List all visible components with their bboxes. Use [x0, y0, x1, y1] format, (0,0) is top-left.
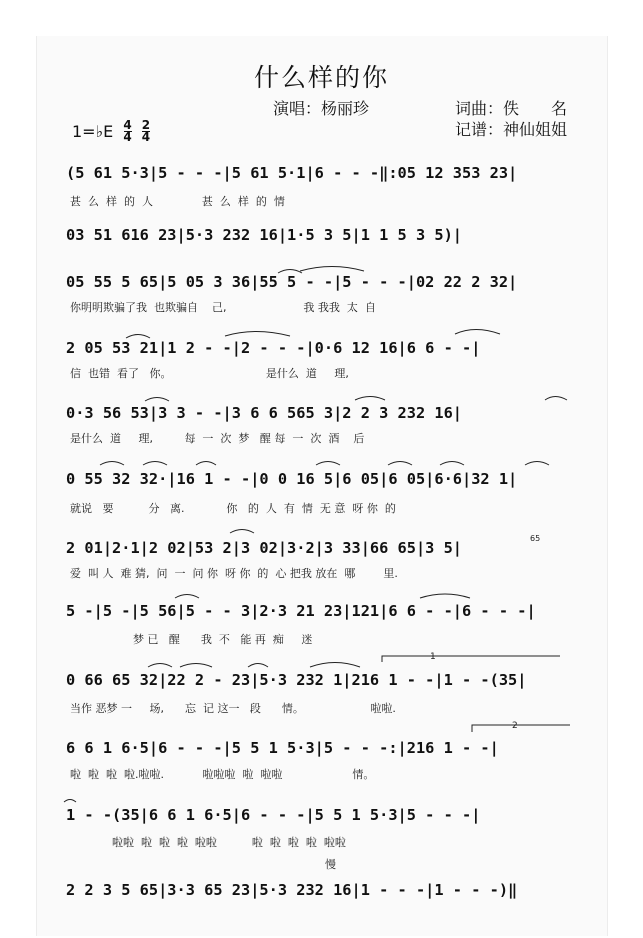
- time-sig-bottom: 4: [141, 130, 151, 144]
- lyric-line-4: 信 也错 看了 你。 是什么 道 理,: [70, 367, 349, 380]
- notation-line-7: 2 01|2·1|2 02|53 2|3 02|3·2|3 33|66 65|3 5|: [66, 539, 463, 557]
- lyric-line-3: 你明明欺骗了我 也欺骗自 己, 我 我我 太 自: [70, 301, 376, 314]
- time-signature-4-4: [123, 120, 131, 143]
- notation-line-5: 0·3 56 53|3 3 - -|3 6 6 565 3|2 2 3 232 16|: [66, 404, 463, 422]
- lyric-line-5: 是什么 道 理, 每 一 次 梦 醒 每 一 次 酒 后: [70, 432, 365, 445]
- lyric-line-10: 啦 啦 啦 啦.啦啦. 啦啦啦 啦 啦啦 情。: [70, 768, 375, 781]
- time-signature-2-4: [142, 120, 150, 143]
- grace-note: 65: [530, 534, 541, 543]
- composer-credit: 词曲：佚 名: [455, 99, 568, 118]
- time-sig-top: 2: [141, 118, 151, 132]
- key-signature: 1=♭E: [72, 122, 114, 141]
- notation-line-2: 03 51 616 23|5·3 232 16|1·5 3 5|1 1 5 3 5)|: [66, 226, 463, 244]
- notation-line-9: 0 66 65 32|22 2 - 23|5·3 232 1|216 1 - -|1 - -(35|: [66, 671, 527, 689]
- lyric-line-7: 爱 叫 人 难 猜, 问 一 问 你 呀 你 的 心 把我 放在 哪 里.: [70, 567, 398, 580]
- notation-line-10: 6 6 1 6·5|6 - - -|5 5 1 5·3|5 - - -:|216 1 - -|: [66, 739, 499, 757]
- transcriber-credit: 记谱：神仙姐姐: [455, 120, 568, 139]
- slow-marking: 慢: [325, 858, 336, 871]
- notation-line-4: 2 05 53 21|1 2 - -|2 - - -|0·6 12 16|6 6 - -|: [66, 339, 481, 357]
- volta-2-label: 2: [512, 721, 518, 731]
- lyric-line-9: 当作 恶梦 一 场, 忘 记 这一 段 情。 啦啦.: [70, 702, 396, 715]
- time-sig-bottom: 4: [123, 130, 132, 144]
- lyric-line-1: 甚 么 样 的 人 甚 么 样 的 情: [70, 195, 285, 208]
- notation-line-3: 05 55 5 65|5 05 3 36|55 5 - -|5 - - -|02 22 2 32|: [66, 273, 518, 291]
- notation-line-6: 0 55 32 32·|16 1 - -|0 0 16 5|6 05|6 05|6·6|32 1|: [66, 470, 518, 488]
- song-title: 什么样的你: [253, 63, 389, 92]
- singer-credit: 演唱：杨丽珍: [273, 99, 370, 118]
- key-and-time-signature: [72, 120, 150, 143]
- notation-line-11: 1 - -(35|6 6 1 6·5|6 - - -|5 5 1 5·3|5 - - -|: [66, 806, 481, 824]
- lyric-line-6: 就说 要 分 离. 你 的 人 有 情 无 意 呀 你 的: [70, 502, 396, 515]
- notation-line-1: (5 61 5·3|5 - - -|5 61 5·1|6 - - -‖:05 12 353 23|: [66, 164, 518, 182]
- notation-line-8: 5 -|5 -|5 56|5 - - 3|2·3 21 23|121|6 6 - -|6 - - -|: [66, 602, 536, 620]
- lyric-line-11: 啦啦 啦 啦 啦 啦啦 啦 啦 啦 啦 啦啦: [70, 836, 346, 849]
- notation-line-12: 2 2 3 5 65|3·3 65 23|5·3 232 16|1 - - -|1 - - -)‖: [66, 881, 518, 899]
- time-sig-top: 4: [123, 118, 132, 132]
- lyric-line-8: 梦 已 醒 我 不 能 再 痴 迷: [70, 633, 313, 646]
- volta-1-label: 1: [430, 652, 436, 662]
